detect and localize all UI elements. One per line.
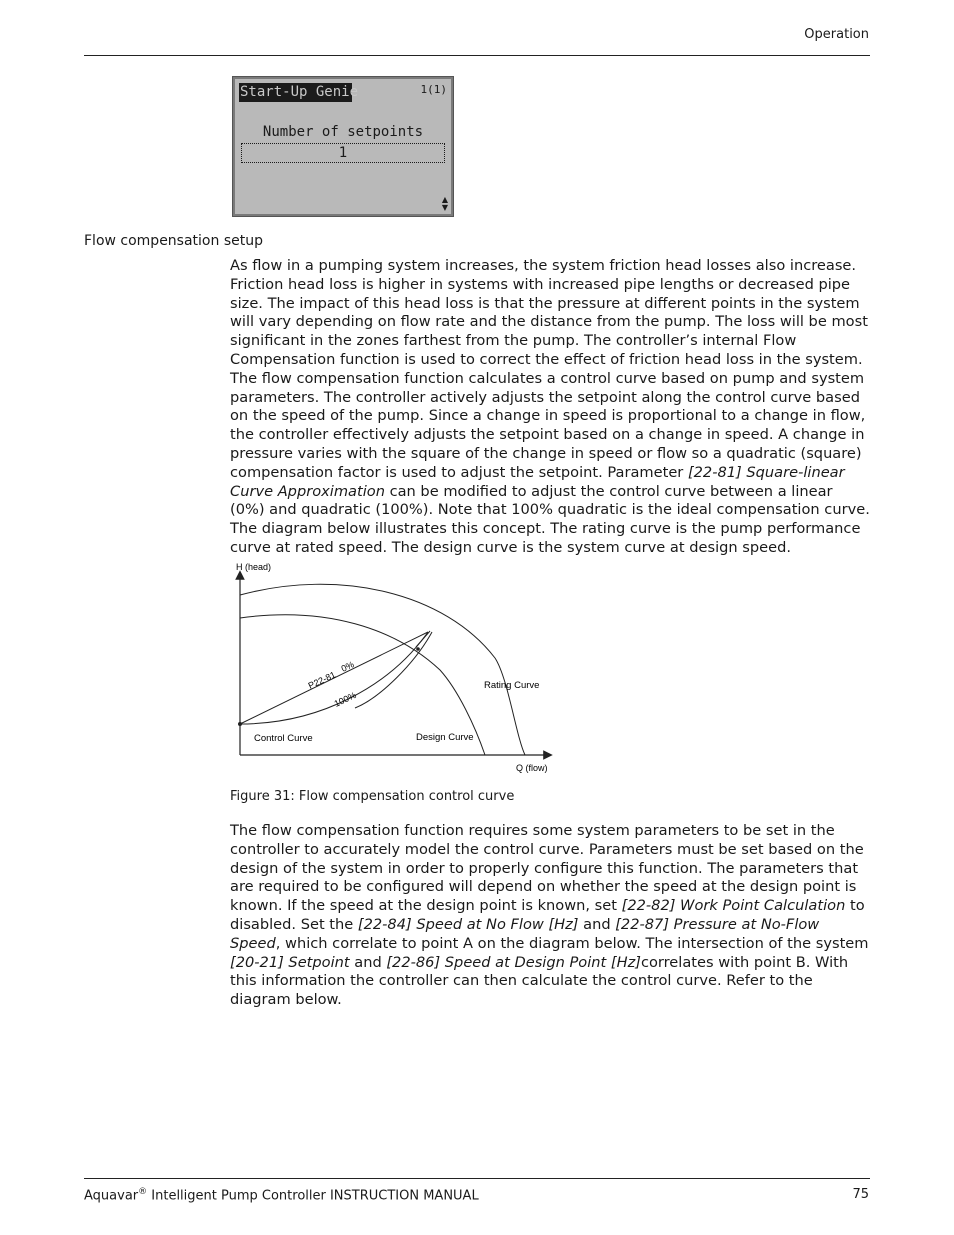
footer-manual-title [84, 1187, 479, 1203]
origin-point [238, 722, 242, 726]
paragraph-1 [230, 257, 870, 558]
lcd-scroll-arrows-icon: ▲ ▼ [441, 195, 448, 212]
paragraph-2-text-a: The flow compensation function requires some system parameters to be set in the controller to accurately model the control curve. Parameters must be set based on the design of the system in order to properly configure this function. The parameters that are required to be configured will depend on whether the speed at the design point is known. If the speed at the design point is known, set [230, 822, 864, 915]
param-22-87-ref: [22-87] Pressure at No-Flow Speed [230, 915, 820, 952]
hundred-percent-label: 100% [332, 690, 358, 709]
paragraph-1-text-b: can be modified to adjust the control curve between a linear (0%) and quadratic (100%). Note that 100% quadratic is the ideal compensation curve. The diagram below illustrates this concept. The rating curve is the pump performance curve at rated speed. The design curve is the system curve at design speed. [230, 482, 870, 556]
paragraph-2-text-e: and [349, 953, 387, 971]
paragraph-2-text-f: correlates with point B. With this information the controller can then calculate the control curve. Refer to the diagram below. [230, 953, 849, 1009]
lcd-display [232, 76, 454, 217]
registered-mark: ® [138, 1187, 148, 1197]
paragraph-1-text-a: As flow in a pumping system increases, the system friction head losses also increase. Friction head loss is higher in systems with increased pipe lengths or decreased pipe size. The impact of this head loss is that the pressure at different points in the system will vary depending on flow rate and the distance from the pump. The loss will be most significant in the zones farthest from the pump. The controller’s internal Flow Compensation function is used to correct the effect of friction head loss in the system. The flow compensation function calculates a control curve based on pump and system parameters. The controller actively adjusts the setpoint along the control curve based on the speed of the pump. Since a change in speed is proportional to a change in flow, the controller effectively adjusts the setpoint based on a change in speed. A change in pressure varies with the square of the change in speed or flow so a quadratic (square) compensation factor is used to adjust the setpoint. Parameter [230, 257, 868, 481]
footer-title-text: Intelligent Pump Controller INSTRUCTION MANUAL [147, 1188, 479, 1204]
control-curve-label: Control Curve [254, 733, 313, 744]
lcd-value-field: 1 [241, 143, 445, 163]
param-22-82-ref: [22-82] Work Point Calculation [621, 897, 846, 915]
paragraph-2-text-c: and [578, 915, 616, 933]
param-20-21-ref: [20-21] Setpoint [230, 953, 350, 971]
param-22-81-ref: [22-81] Square-linear Curve Approximation [230, 463, 845, 500]
lcd-label: Number of setpoints [262, 124, 424, 140]
page-number: 75 [852, 1187, 869, 1202]
paragraph-2 [230, 822, 870, 1010]
section-title: Flow compensation setup [84, 233, 263, 249]
lcd-index: 1(1) [420, 83, 447, 96]
param-label: P22-81 [306, 669, 338, 691]
paragraph-2-text-b: to disabled. Set the [230, 897, 865, 933]
param-22-84-ref: [22-84] Speed at No Flow [Hz] [357, 915, 579, 933]
y-axis-label: H (head) [236, 562, 272, 572]
footer-brand: Aquavar [84, 1188, 139, 1204]
flow-compensation-chart [230, 558, 560, 778]
header-section-label: Operation [804, 27, 869, 42]
lcd-title: Start-Up Genie [240, 84, 359, 100]
footer-divider [84, 1178, 870, 1179]
lcd-screen [235, 79, 451, 214]
design-curve-label: Design Curve [416, 732, 474, 743]
design-point [416, 647, 420, 651]
header-divider [84, 55, 870, 56]
x-axis-label: Q (flow) [516, 763, 548, 773]
rating-curve-outer [240, 584, 525, 755]
zero-percent-label: 0% [339, 659, 356, 674]
param-22-86-ref: [22-86] Speed at Design Point [Hz] [386, 953, 641, 971]
paragraph-2-text-d: , which correlate to point A on the diagram below. The intersection of the system [275, 934, 869, 952]
figure-caption: Figure 31: Flow compensation control curve [230, 789, 515, 804]
rating-curve-label: Rating Curve [484, 680, 540, 691]
